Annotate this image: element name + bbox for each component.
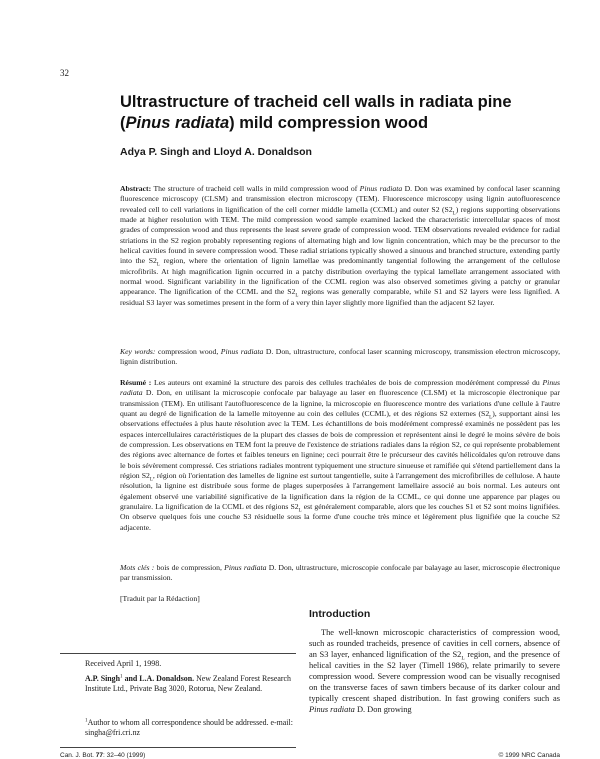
intro-species: Pinus radiata [309,705,355,715]
mots-cles-label: Mots clés : [120,563,155,572]
keywords-text: compression wood, [157,347,219,356]
journal-name: Can. J. Bot. [60,752,94,759]
title-species: Pinus radiata [125,114,230,132]
superscript: 1 [85,717,88,724]
author-affiliation [85,674,297,695]
correspondence-note [85,718,297,739]
page-number: 32 [60,68,69,78]
mots-cles-text: bois de compression, [156,563,222,572]
resume-text: D. Don, en utilisant la microscopie confocale par balayage au laser en fluorescence (CLSM) et la microscopie électronique par transmission (TEM). En utilisant l'autofluorescence de la lignine, la microscopie en fluorescence montre des variations d'une cellule à l'autre quant au degré de lignification de la lamelle mitoyenne au coin des cellules (CCML), et des régions S2 externes (S2 [120,388,560,419]
intro-text: D. Don growing [356,705,412,715]
journal-volume: 77 [95,752,104,759]
resume-species: Pinus radiata [120,378,560,398]
copyright: © 1999 NRC Canada [498,752,560,759]
subscript: L [461,655,465,662]
correspondence-text: Author to whom all correspondence should be addressed. e-mail: singha@fri.cri.nz [85,718,293,738]
abstract-text: The structure of tracheid cell walls in mild compression wood of [153,184,358,193]
keywords-species: Pinus radiata [220,347,264,356]
mots-cles-species: Pinus radiata [224,563,267,572]
article-title [120,92,560,134]
subscript: L [298,508,302,514]
received-date: Received April 1, 1998. [85,659,162,668]
keywords-text: D. Don, ultrastructure, confocal laser scanning microscopy, transmission electron microscopy, lignin distribution. [120,347,561,367]
author-line: Adya P. Singh and Lloyd A. Donaldson [120,146,312,158]
mots-cles-text: D. Don, ultrastructure, microscopie confocale par balayage au laser, microscopie électronique par transmission. [120,563,561,583]
footnote-rule-top [60,653,296,654]
resume-text: Les auteurs ont examiné la structure des parois des cellules trachéales de bois de compression modérément compressé du [154,378,540,387]
introduction-body [309,627,560,715]
introduction-paragraph [309,627,560,715]
abstract-species: Pinus radiata [359,184,403,193]
journal-pages: : 32–40 (1999) [103,752,146,759]
resume-text: ), supportant ainsi les observations effectuées à plus haute résolution avec la TEM. Les échantillons de bois modérément compressé examinés ne possèdent pas les espaces intercellulaires caractéristiques de la plupart des classes de bois de compression et représentent ainsi le degré le moins sévère de bois de compression. Les observations en TEM font la preuve de l'existence de striations radiales dans la région S2, ce qui représente probablement des régions avec alternance de fortes et faibles teneurs en lignine; ceci pourrait être le précurseur des cavités hélicoïdales qu'on retrouve dans le bois sévèrement compressé. Ces striations radiales montrent typiquement une structure sinueuse et ramifiée qui s'étend partiellement dans la région S2 [120,409,560,481]
subscript: L [295,293,299,299]
resume [120,378,560,533]
abstract-label: Abstract: [120,184,152,193]
footnote-author: A.P. Singh [85,674,121,683]
subscript: L [489,415,493,421]
translation-note: [Traduit par la Rédaction] [120,594,200,603]
superscript: 1 [120,673,123,680]
abstract-text: D. Don was examined by confocal laser scanning fluorescence microscopy (CLSM) and transmission electron microscopy (TEM). Fluorescence microscopy using lignin autofluorescence revealed cell to cell variations in lignification of the cell corner middle lamella (CCML) and outer S2 (S2 [120,184,560,214]
keywords-label: Key words: [120,347,156,356]
keywords [120,347,560,368]
intro-text: region, and the presence of helical cavities in the S2 layer (Timell 1986), relate primarily to severe compression wood. Severe compression wood can be visually recognised on the transverse faces of sawn timbers because of its darker colour and typically crescent shaped distribution. In fast growing conifers such as [309,650,560,704]
footnote-rule-bottom [60,747,296,748]
subscript: L [156,262,160,268]
subscript: L [149,477,153,483]
abstract-text: ) regions supporting observations made at higher resolution with TEM. The mild compression wood sample examined lacked the characteristic intercellular spaces of most grades of compression wood and thus represents the least severe grade of compression wood. TEM observations revealed evidence for radial striations in the S2 region probably representing regions of alternating high and low lignin concentration, which may be the precursor to the helical cavities found in severe compression wood. These radial striations typically showed a sinuous and branched structure, extending partly into the S2 [120,204,560,266]
abstract [120,184,560,308]
affiliation-text: New Zealand Forest Research Institute Ltd., Private Bag 3020, Rotorua, New Zealand. [85,674,291,694]
mots-cles [120,563,560,584]
section-heading-introduction: Introduction [309,608,371,620]
abstract-text: region, where the orientation of lignin lamellae was predominantly tangential following the arrangement of the cellulose microfibrils. At high magnification lignin occurred in a patchy distribution overlaying the typical lamellate arrangement associated with normal wood. Significant variability in the lignification of the CCML region was also observed sometimes giving a patchy or granular appearance. The lignification of the CCML and the S2 [120,256,561,297]
intro-text: The well-known microscopic characteristics of compression wood, such as rounded tracheids, presence of cavities in cell corners, absence of an S3 layer, enhanced lignification of the S2 [309,628,560,660]
title-part-1: Ultrastructure of tracheid cell walls in radiata pine ( [120,93,512,132]
resume-text: , région où l'orientation des lamelles de lignine est surtout tangentielle, suite à l'arrangement des microfibrilles de cellulose. A haute résolution, la lignine est distribuée sous forme de plages superposées à l'arrangement lamellaire associé au bois normal. Les auteurs ont également observé une variabilité significative de la lignification dans la région de la CCML, ce qui donne une apparence par plages ou granulaire. La lignification de la CCML et des régions S2 [120,471,560,512]
abstract-text: regions was generally comparable, while S1 and S2 layers were less lignified. A residual S3 layer was sometimes present in the form of a very thin layer slightly more lignified than the adjacent S2 layer. [120,287,560,307]
title-part-2: ) mild compression wood [229,114,429,132]
resume-text: est généralement comparable, alors que les couches S1 et S2 sont moins lignifiées. On observe quelques fois une couche S3 résiduelle sous la forme d'une couche très mince et légèrement plus lignifiée que la couche S2 adjacente. [120,502,560,532]
footnote-author: and L.A. Donaldson. [124,674,195,683]
subscript: L [452,211,456,217]
resume-label: Résumé : [120,378,152,387]
